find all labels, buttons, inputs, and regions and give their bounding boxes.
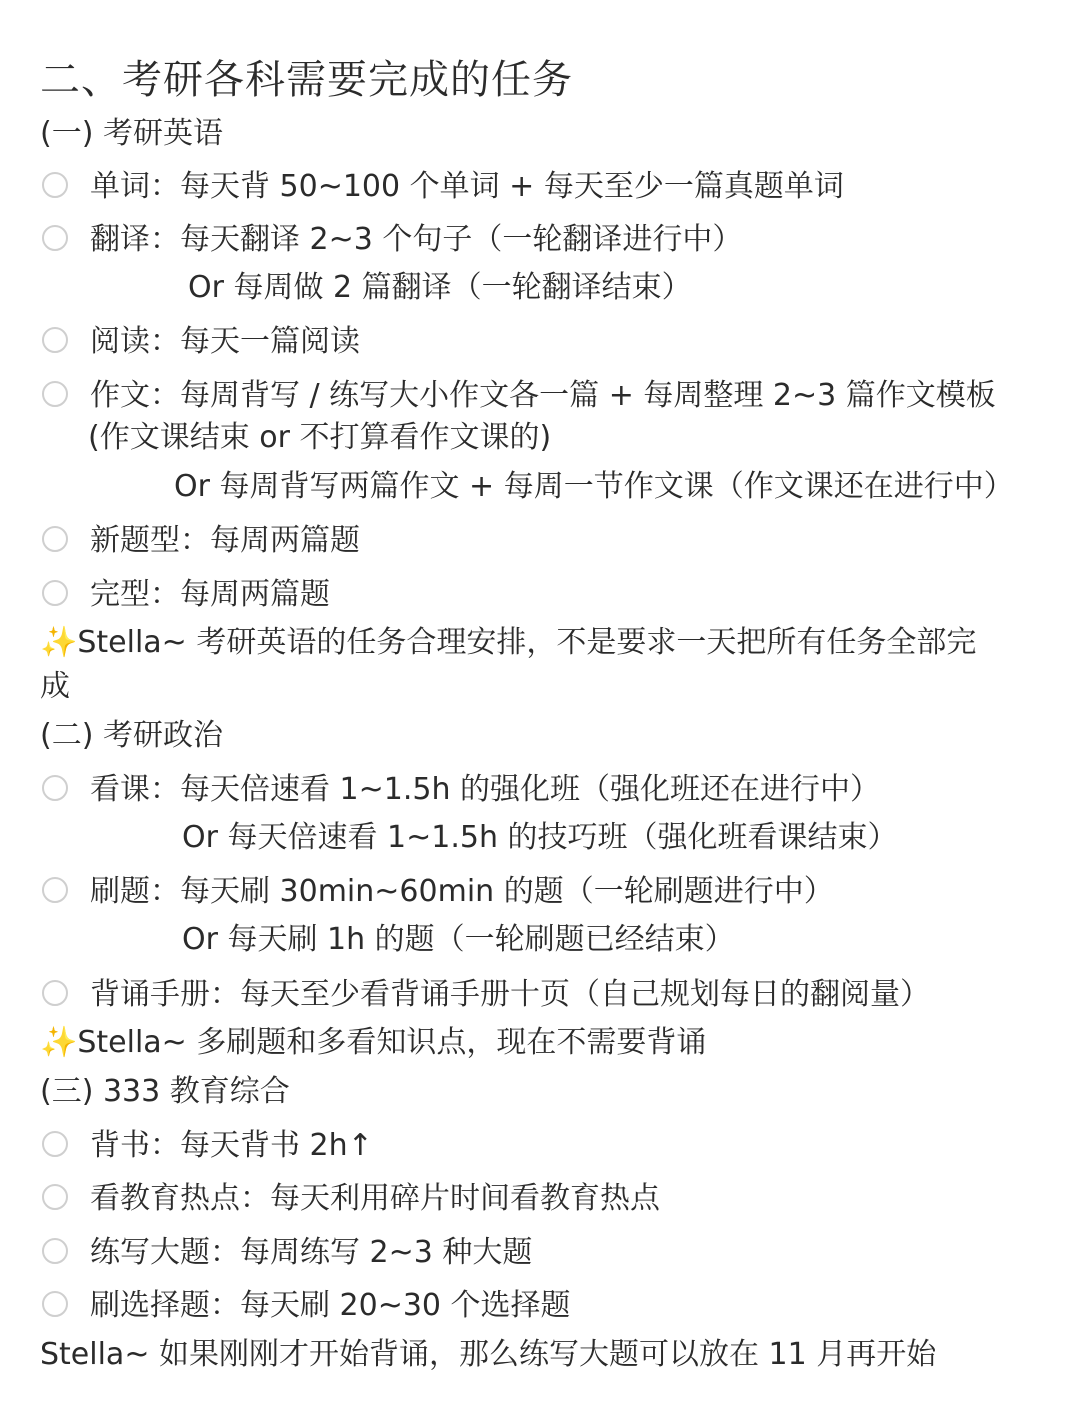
tip-note [40,623,976,663]
checkbox-circle-icon[interactable] [42,1291,68,1317]
checkbox-circle-icon[interactable] [42,1184,68,1210]
checkbox-circle-icon[interactable] [42,327,68,353]
task-text: 完型：每周两篇题 [90,577,330,612]
sparkle-icon: ✨ [40,1025,78,1060]
task-text: 翻译：每天翻译 2~3 个句子（一轮翻译进行中） [90,222,743,257]
checkbox-circle-icon[interactable] [42,1238,68,1264]
task-continuation: (作文课结束 or 不打算看作文课的) [88,420,552,455]
task-text: 单词：每天背 50~100 个单词 + 每天至少一篇真题单词 [90,169,844,204]
task-continuation: Or 每天倍速看 1~1.5h 的技巧班（强化班看课结束） [182,820,898,855]
tip-text: Stella~ 考研英语的任务合理安排，不是要求一天把所有任务全部完 [77,625,977,660]
checkbox-circle-icon[interactable] [42,877,68,903]
tip-text-continuation: 成 [40,669,70,704]
checkbox-circle-icon[interactable] [42,225,68,251]
section-heading-education: (三) 333 教育综合 [40,1074,290,1109]
checkbox-circle-icon[interactable] [42,172,68,198]
task-text: 阅读：每天一篇阅读 [90,324,360,359]
task-text: 刷选择题：每天刷 20~30 个选择题 [90,1288,571,1323]
task-continuation: Or 每周做 2 篇翻译（一轮翻译结束） [188,270,692,305]
task-text: 看课：每天倍速看 1~1.5h 的强化班（强化班还在进行中） [90,772,881,807]
tip-note [40,1023,706,1063]
task-text: 练写大题：每周练写 2~3 种大题 [90,1235,533,1270]
checkbox-circle-icon[interactable] [42,526,68,552]
task-text: 背诵手册：每天至少看背诵手册十页（自己规划每日的翻阅量） [90,977,930,1012]
task-text: 背书：每天背书 2h↑ [90,1128,373,1163]
checkbox-circle-icon[interactable] [42,381,68,407]
section-heading-politics: (二) 考研政治 [40,718,223,753]
task-text: 刷题：每天刷 30min~60min 的题（一轮刷题进行中） [90,874,834,909]
checkbox-circle-icon[interactable] [42,980,68,1006]
checkbox-circle-icon[interactable] [42,1131,68,1157]
checkbox-circle-icon[interactable] [42,580,68,606]
task-text: 看教育热点：每天利用碎片时间看教育热点 [90,1181,660,1216]
task-text: 作文：每周背写 / 练写大小作文各一篇 + 每周整理 2~3 篇作文模板 [90,378,996,413]
tip-text: Stella~ 如果刚刚才开始背诵，那么练写大题可以放在 11 月再开始 [40,1337,937,1372]
page-title: 二、考研各科需要完成的任务 [40,57,573,103]
sparkle-icon: ✨ [40,625,78,660]
task-continuation: Or 每周背写两篇作文 + 每周一节作文课（作文课还在进行中） [174,469,1014,504]
section-heading-english: (一) 考研英语 [40,116,223,151]
checkbox-circle-icon[interactable] [42,775,68,801]
task-continuation: Or 每天刷 1h 的题（一轮刷题已经结束） [182,922,735,957]
tip-text: Stella~ 多刷题和多看知识点，现在不需要背诵 [77,1025,707,1060]
task-text: 新题型：每周两篇题 [90,523,360,558]
